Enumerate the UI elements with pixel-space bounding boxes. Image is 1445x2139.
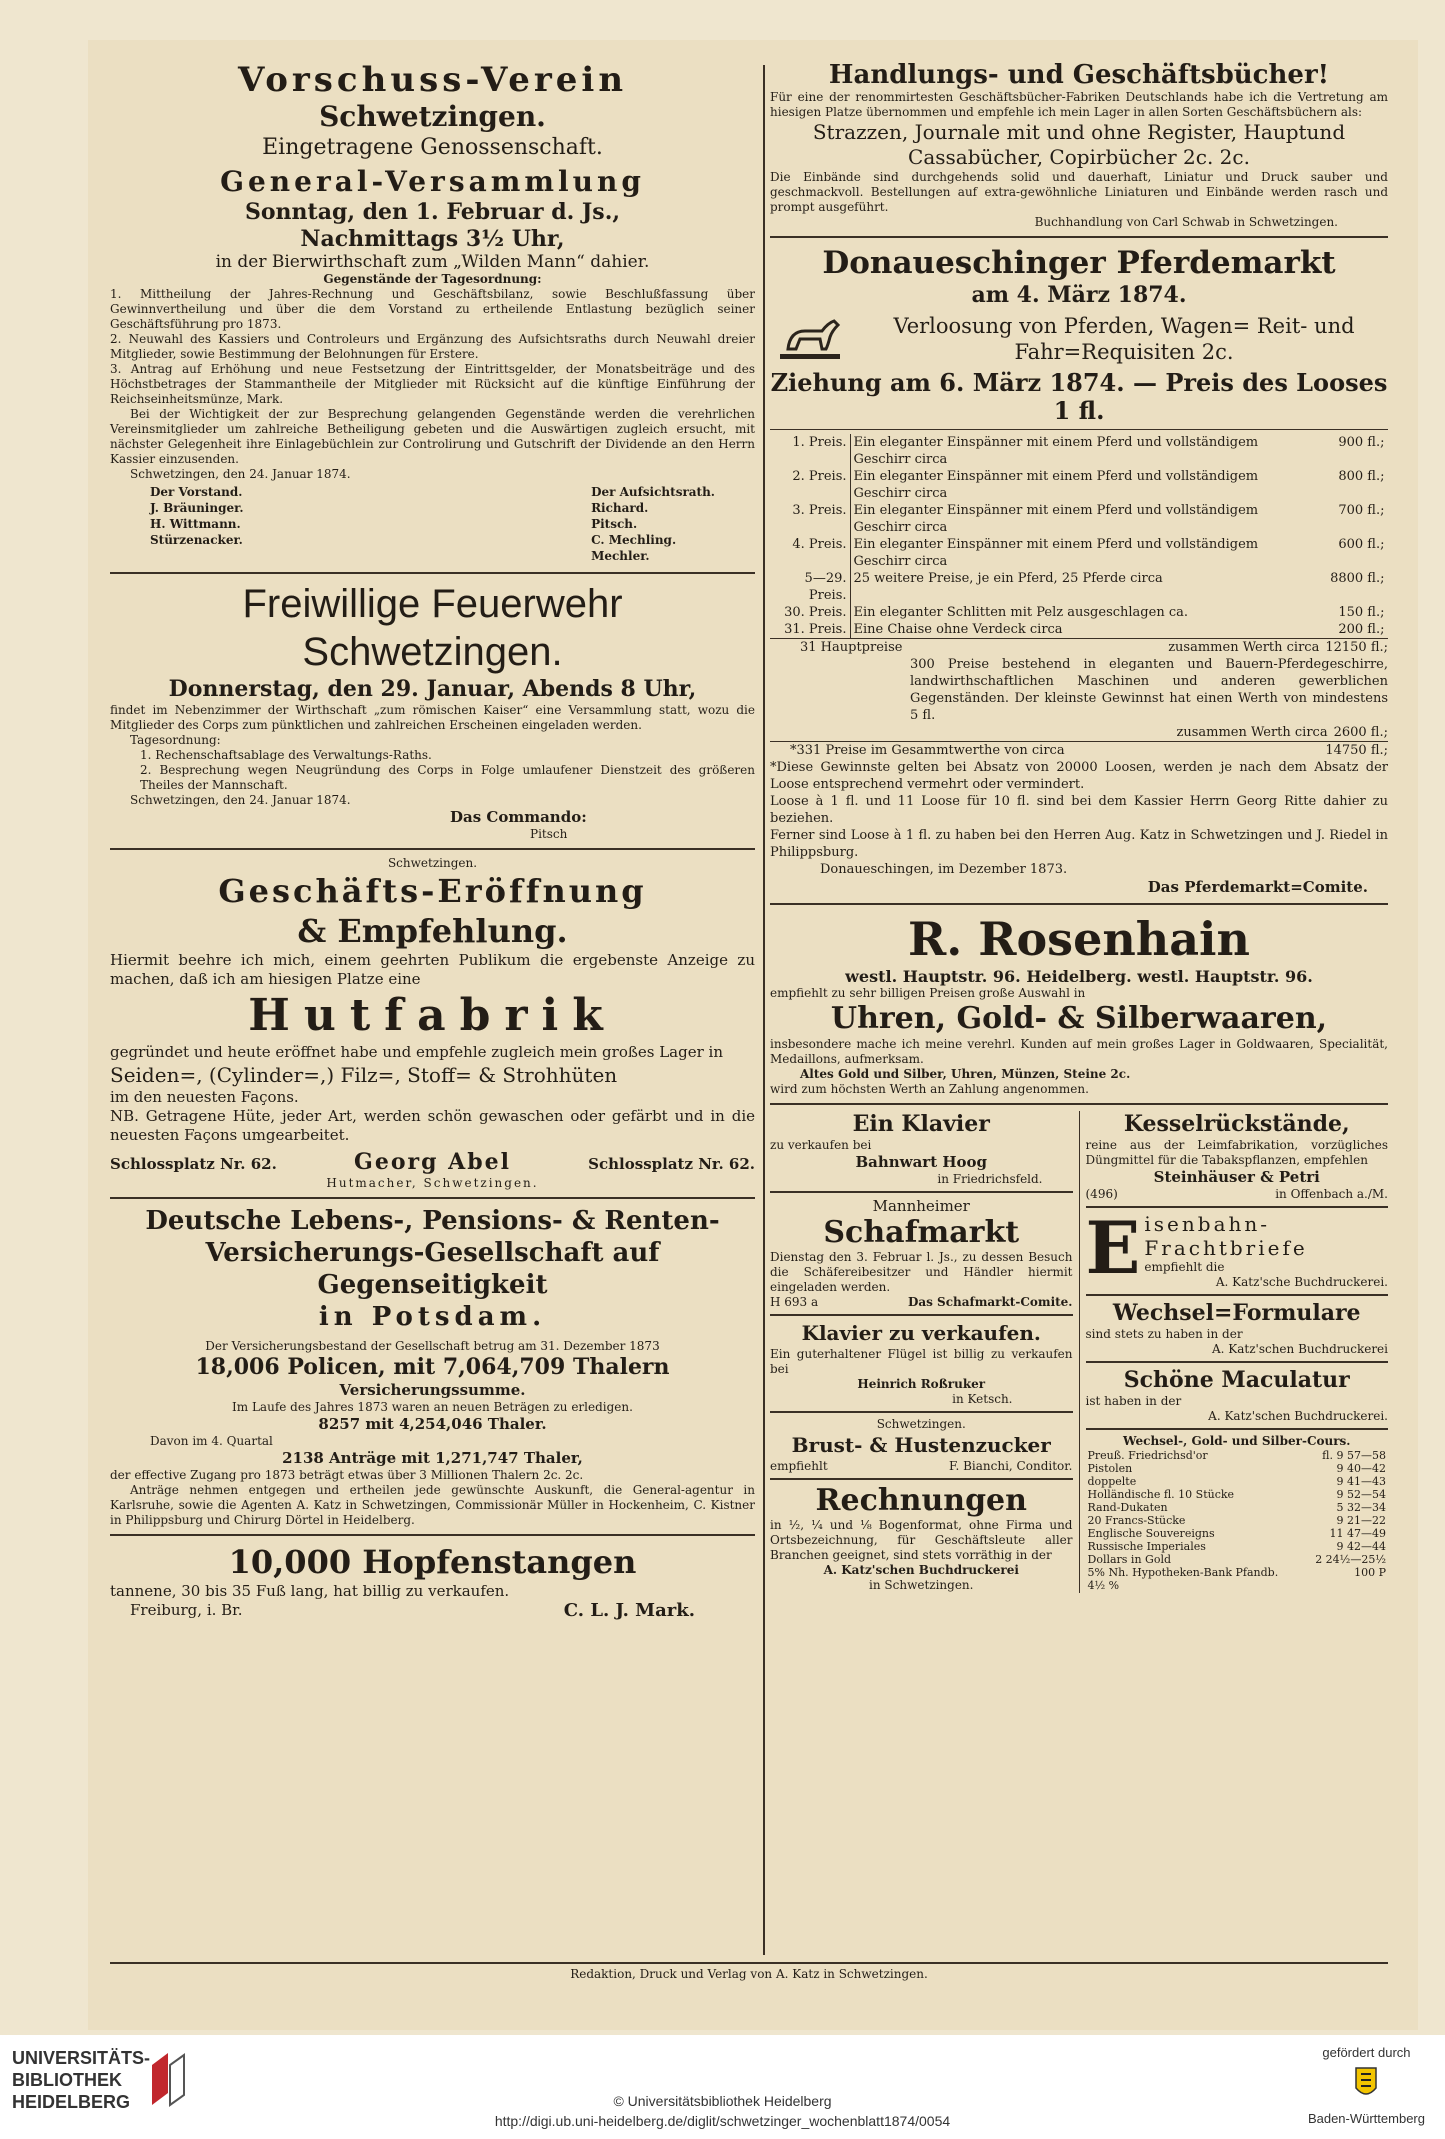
- verein-city: Schwetzingen.: [319, 100, 546, 133]
- pferd-sign: Das Pferdemarkt=Comite.: [1147, 878, 1368, 896]
- buecher-items: Strazzen, Journale mit und ohne Register, Hauptund Cassabücher, Copirbücher 2c. 2c.: [812, 120, 1346, 169]
- vers-line: Davon im 4. Quartal: [150, 1434, 273, 1448]
- agenda-title: Gegenstände der Tagesordnung:: [323, 272, 542, 286]
- cours-value: 100 P: [1354, 1566, 1386, 1579]
- cours-value: 2 24½—25½: [1315, 1553, 1386, 1566]
- divider: [110, 1197, 755, 1199]
- cours-value: 9 40—42: [1336, 1462, 1386, 1475]
- brust-row: [770, 1459, 1073, 1474]
- klavier-place: in Friedrichsfeld.: [937, 1172, 1043, 1186]
- meeting-title: General-Versammlung: [220, 165, 645, 198]
- pferd-note: *Diese Gewinnste gelten bei Absatz von 20000 Loosen, werden je nach dem Absatz der Loose entsprechend vermehrt oder vermindert.: [770, 760, 1388, 792]
- hut-name: Georg Abel: [354, 1149, 511, 1175]
- prize-text: Eine Chaise ohne Verdeck circa: [853, 622, 1063, 637]
- hopfen-ad: [110, 1542, 755, 1620]
- rosenhain-addr: westl. Hauptstr. 96. Heidelberg. westl. Hauptstr. 96.: [845, 967, 1313, 986]
- hut-role: Hutmacher, Schwetzingen.: [326, 1176, 539, 1190]
- klavier-ad: [770, 1111, 1073, 1193]
- cours-label: 4½ %: [1087, 1579, 1120, 1592]
- prize-text: Ein eleganter Einspänner mit einem Pferd und vollständigem Geschirr circa: [853, 469, 1259, 501]
- prize-text: 25 weitere Preise, je ein Pferd, 25 Pferde circa: [853, 571, 1163, 586]
- cours-title: Wechsel-, Gold- und Silber-Cours.: [1123, 1434, 1351, 1448]
- cours-row: [1086, 1475, 1389, 1488]
- prize-value: 900 fl.;: [1338, 435, 1385, 450]
- cours-label: Englische Souvereigns: [1087, 1527, 1215, 1540]
- schaf-pre: Mannheimer: [872, 1197, 970, 1215]
- vers-agents: Anträge nehmen entgegen und ertheilen jede gewünschte Auskunft, die General-agentur in Karlsruhe, sowie die Agenten A. Katz in Schwetzingen, Commissionär Müller in Hockenheim, C. Kistner in Philippsburg und Chirurg Dörtel in Heidelberg.: [110, 1483, 755, 1527]
- aufsicht-member: Richard.: [591, 501, 649, 515]
- schaf-title: Schafmarkt: [823, 1215, 1020, 1250]
- pferd-total-label: 31 Hauptpreise: [800, 640, 903, 655]
- rechnungen-sign: A. Katz'schen Buchdruckerei: [823, 1563, 1019, 1577]
- hut-place: Schwetzingen.: [387, 856, 478, 870]
- vers-title1: Deutsche Lebens-, Pensions- & Renten-: [145, 1206, 720, 1236]
- aufsicht-member: Mechler.: [591, 549, 650, 563]
- vers-line: der effective Zugang pro 1873 beträgt etwas über 3 Millionen Thalern 2c. 2c.: [110, 1468, 584, 1482]
- aufsicht-title: Der Aufsichtsrath.: [591, 485, 715, 499]
- pferd-dated: Donaueschingen, im Dezember 1873.: [820, 862, 1068, 877]
- hopfen-title: 10,000 Hopfenstangen: [228, 1543, 637, 1581]
- hut-big: Hutfabrik: [248, 990, 617, 1041]
- prize-row: [770, 502, 1388, 536]
- hut-addr-right: Schlossplatz Nr. 62.: [588, 1155, 755, 1173]
- prize-value: 700 fl.;: [1338, 503, 1385, 518]
- rechnungen-text: in ½, ¼ und ⅛ Bogenformat, ohne Firma und Ortsbezeichnung, für Geschäftsleute aller Branchen geeignet, sind stets vorräthig in der: [770, 1518, 1073, 1562]
- brust-place: Schwetzingen.: [876, 1417, 966, 1431]
- hut-nb: NB. Getragene Hüte, jeder Art, werden schön gewaschen oder gefärbt und in die neuesten Façons umgearbeitet.: [110, 1107, 755, 1144]
- divider: [770, 903, 1388, 905]
- klavier2-text: Ein guterhaltener Flügel ist billig zu verkaufen bei: [770, 1347, 1073, 1376]
- maculatur-text: ist haben in der: [1085, 1394, 1182, 1408]
- prize-rank: 3. Preis.: [770, 502, 850, 536]
- schaf-sign: Das Schafmarkt-Comite.: [907, 1295, 1073, 1309]
- cours-label: Holländische fl. 10 Stücke: [1087, 1488, 1235, 1501]
- prize-row: [770, 604, 1388, 621]
- cours-value: [1304, 1579, 1388, 1592]
- hut-fashion: im den neuesten Façons.: [110, 1088, 299, 1106]
- hut-signature: [110, 1149, 755, 1176]
- cours-label: 5% Nh. Hypotheken-Bank Pfandb.: [1087, 1566, 1279, 1579]
- pferd-sum-text: *331 Preise im Gesammtwerthe von circa: [790, 743, 1065, 758]
- rechnungen-place: in Schwetzingen.: [869, 1578, 974, 1592]
- prize-rank: 2. Preis.: [770, 468, 850, 502]
- cours-row: [1086, 1579, 1389, 1592]
- imprint: Redaktion, Druck und Verlag von A. Katz in Schwetzingen.: [110, 1962, 1388, 1982]
- versicherung-ad: [110, 1205, 755, 1528]
- hut-addr-left: Schlossplatz Nr. 62.: [110, 1155, 277, 1173]
- vorstand-block: [150, 484, 244, 564]
- kessel-text: reine aus der Leimfabrikation, vorzügliches Düngmittel für die Tabakspflanzen, empfehlen: [1085, 1138, 1388, 1167]
- rosenhain-text4: wird zum höchsten Werth an Zahlung angenommen.: [770, 1082, 1089, 1096]
- small-ads-grid: [770, 1111, 1388, 1593]
- wechsel-sign: A. Katz'schen Buchdruckerei: [1211, 1342, 1388, 1356]
- prize-row: [770, 468, 1388, 502]
- vers-line: Im Laufe des Jahres 1873 waren an neuen Beträgen zu erledigen.: [232, 1400, 633, 1414]
- divider: [770, 236, 1388, 238]
- rosenhain-big: Uhren, Gold- & Silberwaaren,: [830, 1001, 1328, 1036]
- eisenbahn-l3: empfiehlt die: [1144, 1260, 1225, 1274]
- vorstand-member: J. Bräuninger.: [150, 501, 244, 515]
- eisenbahn-ad: [1085, 1205, 1389, 1296]
- small-ads-right: [1086, 1111, 1389, 1593]
- cours-label: Rand-Dukaten: [1087, 1501, 1168, 1514]
- cours-label: Dollars in Gold: [1087, 1553, 1172, 1566]
- source-url[interactable]: http://digi.ub.uni-heidelberg.de/diglit/schwetzinger_wochenblatt1874/0054: [494, 2113, 951, 2129]
- feuerwehr-sign: Das Commando:: [450, 808, 587, 826]
- brust-ad: [770, 1417, 1073, 1480]
- state-crest-icon: [1336, 2064, 1396, 2104]
- pferd-rest-value: 2600 fl.;: [1333, 725, 1388, 740]
- prize-row: [770, 570, 1388, 604]
- cours-value: 9 52—54: [1336, 1488, 1386, 1501]
- verein-signatures: [110, 482, 755, 566]
- prize-table: [770, 434, 1388, 638]
- library-line: HEIDELBERG: [12, 2092, 131, 2112]
- library-line: BIBLIOTHEK: [12, 2070, 122, 2090]
- vorstand-member: Stürzenacker.: [150, 533, 243, 547]
- aufsicht-block: [591, 484, 715, 564]
- vers-title2: Versicherungs-Gesellschaft auf Gegenseitigkeit: [205, 1238, 660, 1300]
- meeting-time: Nachmittags 3½ Uhr,: [300, 226, 565, 252]
- cours-row: [1086, 1566, 1389, 1579]
- wechsel-text: sind stets zu haben in der: [1085, 1327, 1243, 1341]
- kessel-no: (496): [1085, 1187, 1118, 1201]
- schafmarkt-ad: [770, 1197, 1073, 1316]
- hut-title2: & Empfehlung.: [297, 912, 568, 950]
- cours-row: [1086, 1527, 1389, 1540]
- rechnungen-ad: [770, 1484, 1073, 1593]
- schaf-sign-row: [770, 1295, 1073, 1310]
- maculatur-sign: A. Katz'schen Buchdruckerei.: [1208, 1409, 1388, 1423]
- pferd-total-row: [770, 638, 1388, 656]
- vers-title3: in Potsdam.: [318, 1302, 547, 1332]
- divider: [770, 429, 1388, 430]
- cours-row: [1086, 1514, 1389, 1527]
- klavier-title: Ein Klavier: [852, 1111, 990, 1137]
- agenda-item: 2. Neuwahl des Kassiers und Controleurs und Ergänzung des Aufsichtsraths durch Neuwahl dreier Mitglieder, sowie Bestimmung der Belohnungen für Erstere.: [110, 332, 755, 361]
- cours-row: [1086, 1449, 1389, 1462]
- cours-label: 20 Francs-Stücke: [1087, 1514, 1186, 1527]
- cours-row: [1086, 1553, 1389, 1566]
- pferd-title: Donaueschinger Pferdemarkt: [822, 245, 1336, 281]
- feuerwehr-dated: Schwetzingen, den 24. Januar 1874.: [130, 793, 351, 807]
- feuerwehr-text: findet im Nebenzimmer der Wirthschaft „zum römischen Kaiser“ eine Versammlung statt, wozu die Mitglieder des Corps zum pünktlichen und zahlreichen Erscheinen eingeladen werden.: [110, 703, 755, 732]
- funded-label: gefördert durch: [1322, 2045, 1411, 2060]
- brust-name: F. Bianchi, Conditor.: [949, 1459, 1073, 1473]
- klavier-name: Bahnwart Hoog: [855, 1153, 988, 1171]
- prize-text: Ein eleganter Einspänner mit einem Pferd und vollständigem Geschirr circa: [853, 503, 1259, 535]
- prize-row: [770, 621, 1388, 638]
- prize-value: 600 fl.;: [1338, 537, 1385, 552]
- aufsicht-member: Pitsch.: [591, 517, 638, 531]
- horse-icon: [770, 309, 850, 369]
- hut-intro: Hiermit beehre ich mich, einem geehrten Publikum die ergebenste Anzeige zu machen, daß ich am hiesigen Platze eine: [110, 951, 755, 988]
- pferd-sum-value: 14750 fl.;: [1325, 743, 1388, 758]
- pferd-sale2: Ferner sind Loose à 1 fl. zu haben bei den Herren Aug. Katz in Schwetzingen und J. Riedel in Philippsburg.: [770, 828, 1388, 860]
- library-footer: [0, 2035, 1445, 2139]
- buecher-text: Für eine der renommirtesten Geschäftsbücher-Fabriken Deutschlands habe ich die Vertretung am hiesigen Platze übernommen und empfehle ich mein Lager in allen Sorten Geschäftsbüchern als:: [770, 90, 1388, 119]
- prize-text: Ein eleganter Einspänner mit einem Pferd und vollständigem Geschirr circa: [853, 537, 1259, 569]
- maculatur-title: Schöne Maculatur: [1123, 1367, 1350, 1393]
- vorstand-member: H. Wittmann.: [150, 517, 241, 531]
- klavier2-ad: [770, 1320, 1073, 1413]
- feuerwehr-ad: [110, 580, 755, 842]
- funding: [1308, 2045, 1425, 2126]
- feuerwehr-title: Freiwillige Feuerwehr: [242, 582, 623, 626]
- feuerwehr-city: Schwetzingen.: [302, 630, 563, 674]
- cours-label: doppelte: [1087, 1475, 1137, 1488]
- pferd-total-value: 12150 fl.;: [1325, 640, 1388, 655]
- cours-value: fl. 9 57—58: [1322, 1449, 1386, 1462]
- rosenhain-text: empfiehlt zu sehr billigen Preisen große Auswahl in: [770, 986, 1086, 1000]
- cours-label: Preuß. Friedrichsd'or: [1087, 1449, 1208, 1462]
- brust-title: Brust- & Hustenzucker: [791, 1433, 1051, 1457]
- pferd-rest: 300 Preise bestehend in eleganten und Bauern-Pferdegeschirre, landwirthschaftlichen Maschinen und anderen gewerblichen Gegenständen. Der kleinste Gewinnst hat einen Werth von mindestens 5 fl.: [910, 657, 1388, 723]
- kessel-place: in Offenbach a./M.: [1275, 1187, 1388, 1201]
- prize-value: 200 fl.;: [1338, 622, 1385, 637]
- wechsel-title: Wechsel=Formulare: [1112, 1300, 1361, 1326]
- verein-title: Vorschuss-Verein: [237, 60, 628, 100]
- prize-text: Ein eleganter Schlitten mit Pelz ausgeschlagen ca.: [853, 605, 1188, 620]
- vers-policies: 18,006 Policen, mit 7,064,709 Thalern: [195, 1354, 670, 1380]
- vers-line: 8257 mit 4,254,046 Thaler.: [318, 1415, 547, 1433]
- schaf-text: Dienstag den 3. Februar l. Js., zu dessen Besuch die Schäfereibesitzer und Händler hiermit eingeladen werden.: [770, 1250, 1073, 1294]
- rosenhain-ad: [770, 911, 1388, 1097]
- kessel-title: Kesselrückstände,: [1123, 1111, 1350, 1137]
- hut-text: gegründet und heute eröffnet habe und empfehle zugleich mein großes Lager in: [110, 1043, 723, 1061]
- agenda-item: 1. Mittheilung der Jahres-Rechnung und Geschäftsbilanz, sowie Beschlußfassung über Gewinnvertheilung und über die dem Vorstand zu ertheilende Entlastung bezüglich seiner Geschäftsführung pro 1873.: [110, 287, 755, 331]
- hopfen-sign-row: [110, 1601, 755, 1620]
- divider: [770, 1103, 1388, 1105]
- buecher-title: Handlungs- und Geschäftsbücher!: [828, 60, 1330, 90]
- hut-title1: Geschäfts-Eröffnung: [218, 872, 647, 910]
- pferd-draw: Ziehung am 6. März 1874. — Preis des Looses 1 fl.: [770, 368, 1388, 425]
- verein-ad: [110, 60, 755, 287]
- prize-rank: 30. Preis.: [770, 604, 850, 621]
- cours-table: [1086, 1434, 1389, 1592]
- pferd-rest-text: zusammen Werth circa: [1176, 725, 1328, 740]
- vers-line: Der Versicherungsbestand der Gesellschaft betrug am 31. Dezember 1873: [205, 1339, 660, 1353]
- meeting-date: Sonntag, den 1. Februar d. Js.,: [244, 199, 621, 225]
- feuerwehr-date: Donnerstag, den 29. Januar, Abends 8 Uhr,: [168, 676, 697, 702]
- cours-value: 9 42—44: [1336, 1540, 1386, 1553]
- schaf-ref: H 693 a: [770, 1295, 819, 1309]
- pferd-total-text: zusammen Werth circa: [1168, 640, 1320, 655]
- klavier-line: zu verkaufen bei: [770, 1138, 872, 1152]
- pferd-lottery-row: [770, 309, 1388, 369]
- prize-rank: 1. Preis.: [770, 434, 850, 468]
- left-column: [110, 60, 755, 1620]
- pferdemarkt-ad: [770, 244, 1388, 897]
- pferd-sale: Loose à 1 fl. und 11 Loose für 10 fl. sind bei dem Kassier Herrn Georg Ritte dahier zu beziehen.: [770, 794, 1388, 826]
- rosenhain-text2: insbesondere mache ich meine verehrl. Kunden auf mein großes Lager in Goldwaaren, Specialität, Medaillons, aufmerksam.: [770, 1037, 1388, 1066]
- prize-rank: 5—29. Preis.: [770, 570, 850, 604]
- state-name: Baden-Württemberg: [1307, 2111, 1425, 2126]
- cours-row: [1086, 1462, 1389, 1475]
- prize-value: 8800 fl.;: [1330, 571, 1385, 586]
- cours-value: 5 32—34: [1336, 1501, 1386, 1514]
- maculatur-ad: [1086, 1367, 1389, 1430]
- cours-row: [1086, 1488, 1389, 1501]
- meeting-place: in der Bierwirthschaft zum „Wilden Mann“ dahier.: [215, 252, 650, 272]
- kessel-ad: [1086, 1111, 1389, 1208]
- eisenbahn-l2: Frachtbriefe: [1144, 1236, 1308, 1260]
- prize-value: 800 fl.;: [1338, 469, 1385, 484]
- wechsel-ad: [1086, 1300, 1389, 1363]
- small-ads-left: [770, 1111, 1080, 1593]
- library-line: UNIVERSITÄTS-: [12, 2048, 151, 2068]
- verein-agenda: [110, 287, 755, 482]
- eisenbahn-l4: A. Katz'sche Buchdruckerei.: [1215, 1275, 1388, 1289]
- prize-value: 150 fl.;: [1338, 605, 1385, 620]
- right-column: [770, 60, 1388, 1593]
- verein-note: Bei der Wichtigkeit der zur Besprechung gelangenden Gegenstände werden die verehrlichen Vereinsmitglieder um zahlreiche Betheiligung gebeten und die Auswärtigen zugleich ersucht, mit nächster Gelegenheit ihre Einlagebüchlein zur Controlirung und Gutschrift der Dividende an den Herrn Kassier einzusenden.: [110, 407, 755, 466]
- column-divider: [763, 65, 765, 1955]
- cours-value: 9 41—43: [1336, 1475, 1386, 1488]
- feuerwehr-item: 1. Rechenschaftsablage des Verwaltungs-Raths.: [140, 748, 432, 762]
- klavier2-place: in Ketsch.: [952, 1392, 1013, 1406]
- feuerwehr-agenda-title: Tagesordnung:: [130, 733, 221, 747]
- rosenhain-text3: Altes Gold und Silber, Uhren, Münzen, Steine 2c.: [800, 1067, 1131, 1081]
- hopfen-place: Freiburg, i. Br.: [130, 1601, 243, 1619]
- feuerwehr-signer: Pitsch: [530, 827, 568, 841]
- pferd-date: am 4. März 1874.: [971, 282, 1187, 308]
- hutfabrik-ad: [110, 856, 755, 1191]
- verein-dated: Schwetzingen, den 24. Januar 1874.: [130, 467, 351, 481]
- verein-subtitle: Eingetragene Genossenschaft.: [262, 135, 603, 160]
- eisenbahn-initial: E: [1085, 1205, 1141, 1290]
- prize-row: [770, 434, 1388, 468]
- rosenhain-title: R. Rosenhain: [908, 912, 1250, 966]
- cours-label: Pistolen: [1087, 1462, 1133, 1475]
- hopfen-sign: C. L. J. Mark.: [563, 1600, 695, 1621]
- vers-line: Versicherungssumme.: [339, 1381, 526, 1399]
- aufsicht-member: C. Mechling.: [591, 533, 677, 547]
- divider: [110, 572, 755, 574]
- kessel-sign: Steinhäuser & Petri: [1153, 1168, 1320, 1186]
- buecher-text2: Die Einbände sind durchgehends solid und dauerhaft, Liniatur und Druck sauber und geschmackvoll. Bestellungen auf extra-gewöhnliche Liniaturen und Einbände werden rasch und prompt ausgeführt.: [770, 170, 1388, 214]
- kessel-row: [1086, 1187, 1389, 1202]
- cours-value: 11 47—49: [1329, 1527, 1386, 1540]
- cours-value: 9 21—22: [1336, 1514, 1386, 1527]
- eisenbahn-l1: isenbahn-: [1144, 1212, 1271, 1236]
- klavier2-name: Heinrich Roßruker: [857, 1377, 986, 1391]
- hut-types: Seiden=, (Cylinder=,) Filz=, Stoff= & Strohhüten: [110, 1063, 618, 1087]
- divider: [110, 1534, 755, 1536]
- cours-row: [1086, 1540, 1389, 1553]
- copyright: © Universitätsbibliothek Heidelberg: [613, 2093, 832, 2109]
- pferd-lottery: Verloosung von Pferden, Wagen= Reit- und Fahr=Requisiten 2c.: [893, 314, 1355, 364]
- cours-label: Russische Imperiales: [1087, 1540, 1206, 1553]
- buecher-ad: [770, 60, 1388, 230]
- agenda-item: 3. Antrag auf Erhöhung und neue Festsetzung der Eintrittsgelder, der Monatsbeiträge und des Höchstbetrages der Stammantheile der Mitglieder mit Rücksicht auf die künftige Einführung der Reichseinheitsmünze, Mark.: [110, 362, 755, 406]
- klavier2-title: Klavier zu verkaufen.: [801, 1321, 1041, 1345]
- pferd-sum-row: [770, 742, 1388, 759]
- hopfen-text: tannene, 30 bis 35 Fuß lang, hat billig zu verkaufen.: [110, 1582, 510, 1600]
- prize-row: [770, 536, 1388, 570]
- prize-rank: 31. Preis.: [770, 621, 850, 638]
- feuerwehr-item: 2. Besprechung wegen Neugründung des Corps in Folge umlaufener Dienstzeit des größeren Theiles der Mannschaft.: [140, 763, 755, 792]
- rechnungen-title: Rechnungen: [815, 1483, 1027, 1518]
- cours-row: [1086, 1501, 1389, 1514]
- buecher-sign: Buchhandlung von Carl Schwab in Schwetzingen.: [1034, 215, 1338, 229]
- pferd-rest-row: [770, 724, 1388, 742]
- prize-rank: 4. Preis.: [770, 536, 850, 570]
- prize-text: Ein eleganter Einspänner mit einem Pferd und vollständigem Geschirr circa: [853, 435, 1259, 467]
- vers-line: 2138 Anträge mit 1,271,747 Thaler,: [282, 1449, 583, 1467]
- divider: [110, 848, 755, 850]
- brust-label: empfiehlt: [770, 1459, 828, 1473]
- vorstand-title: Der Vorstand.: [150, 485, 243, 499]
